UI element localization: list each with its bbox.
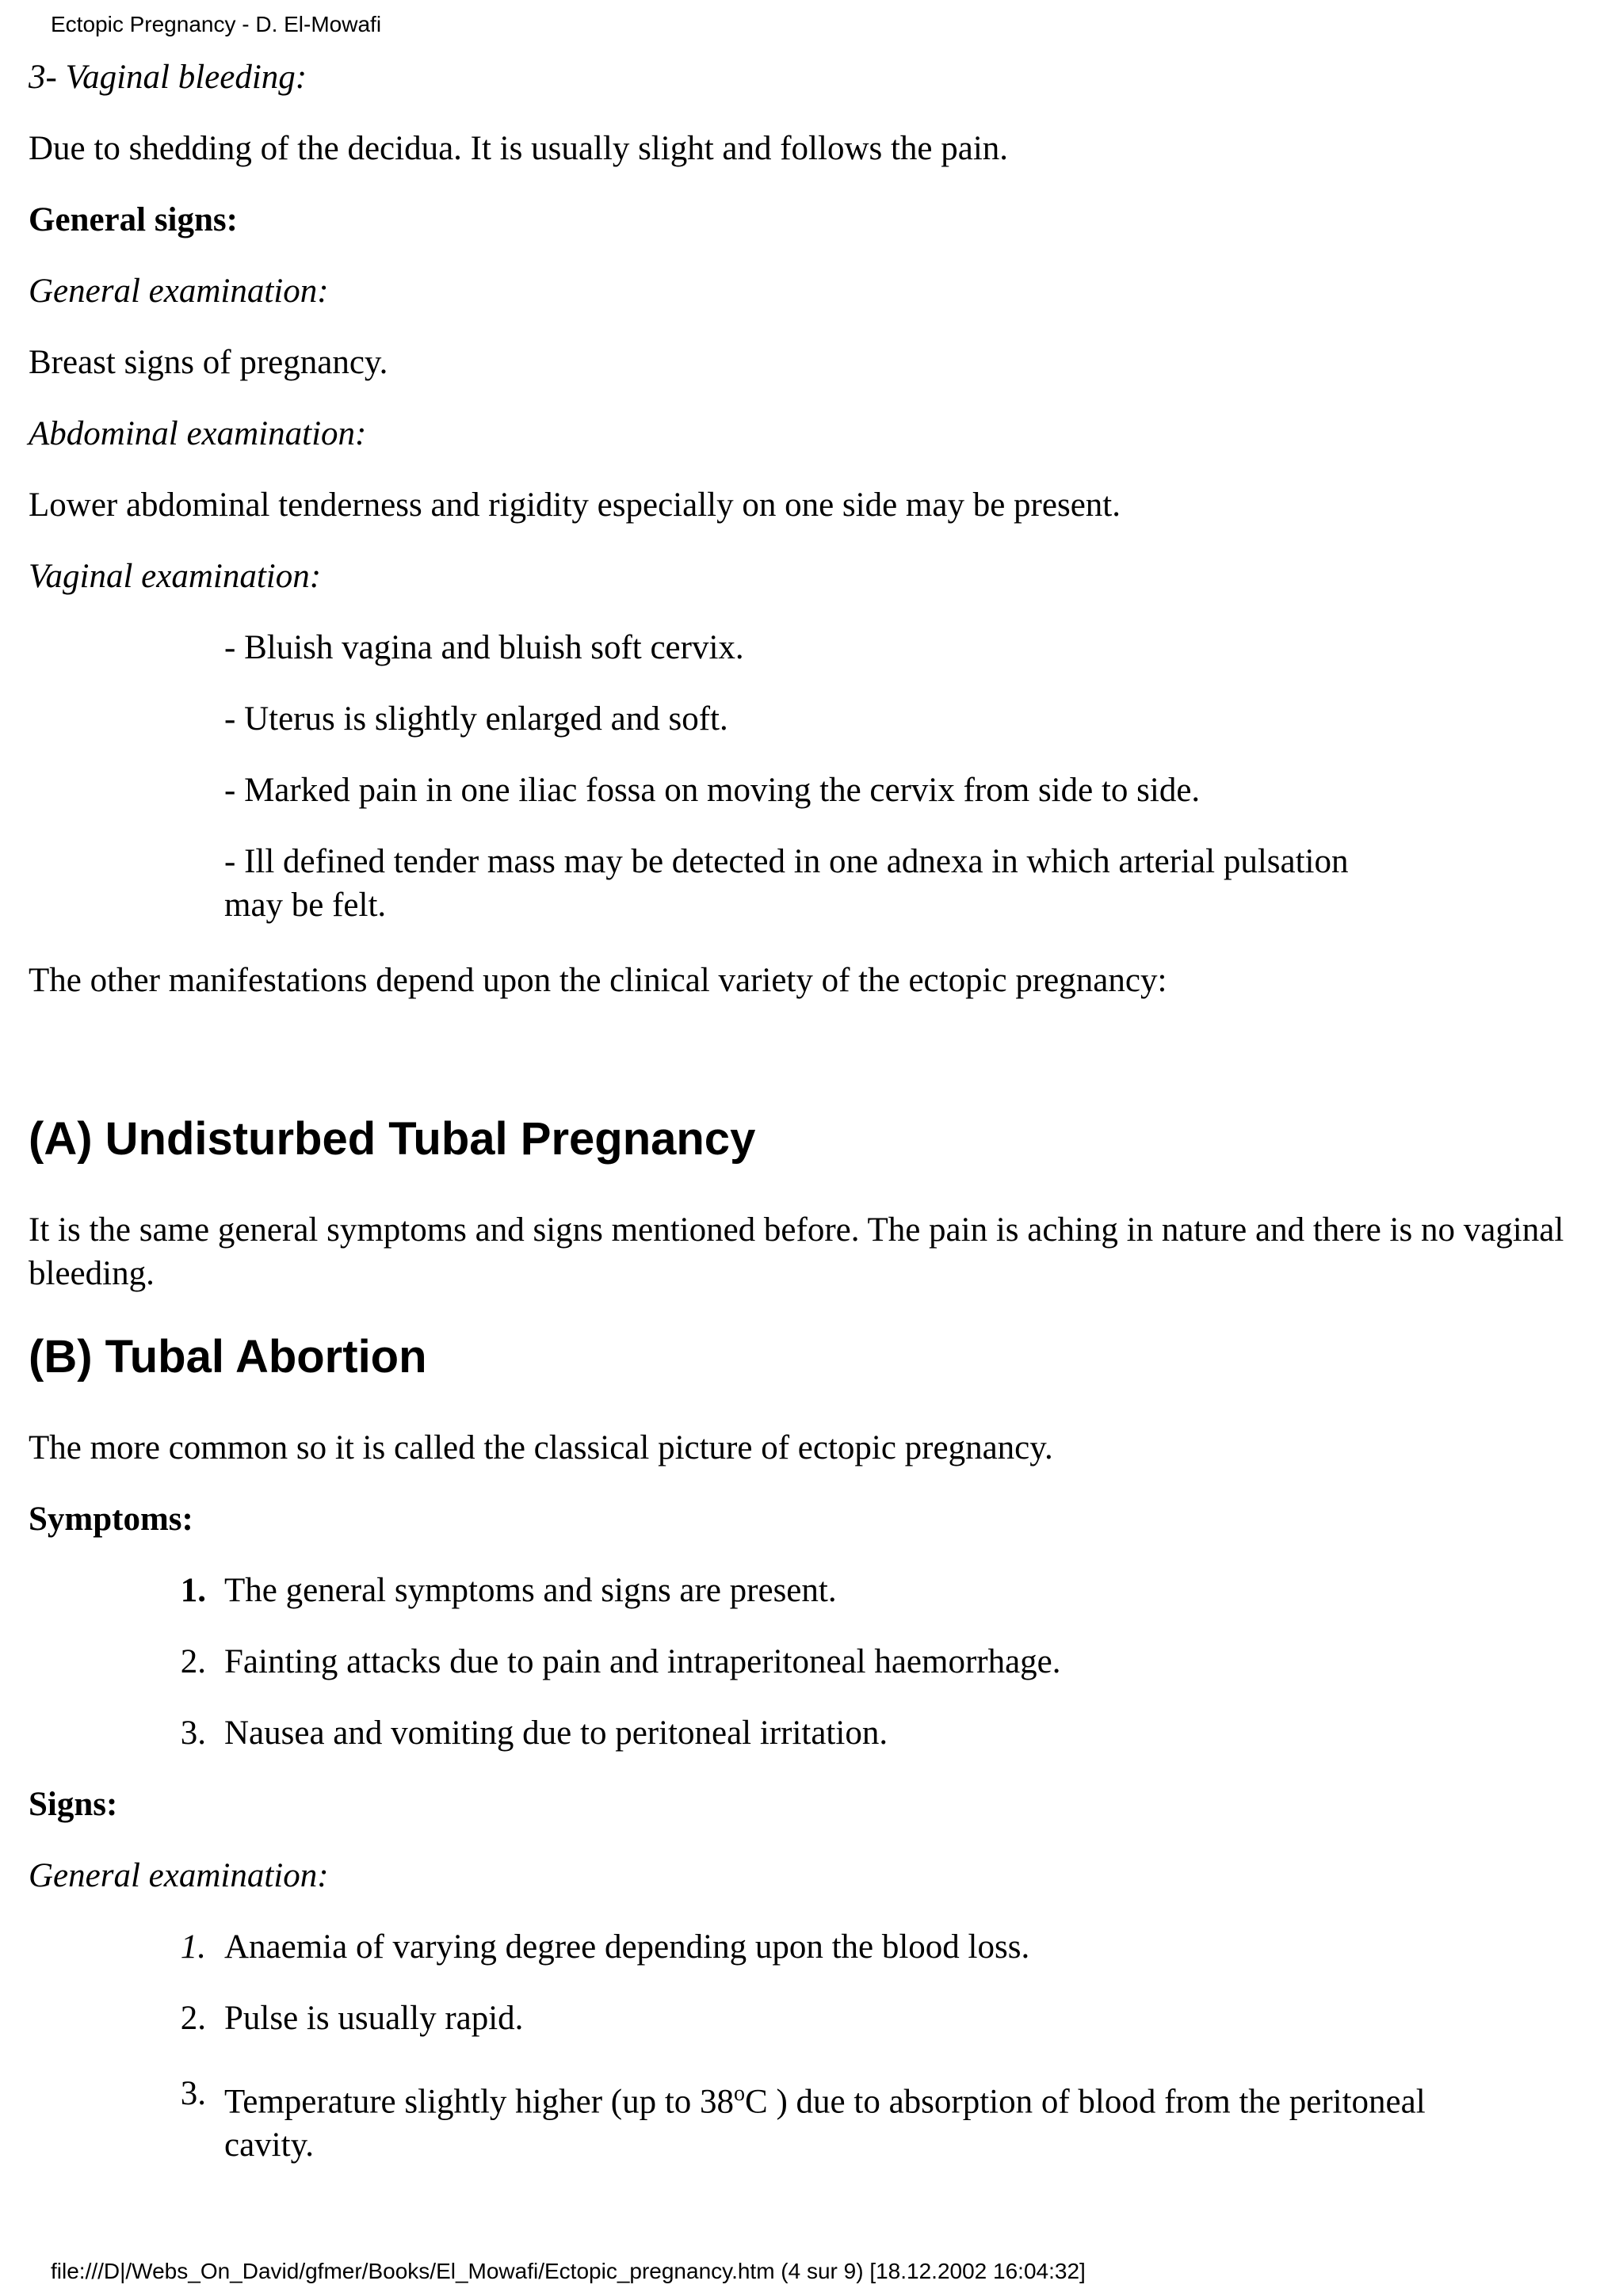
vaginal-exam-item: - Ill defined tender mass may be detected in one adnexa in which arterial pulsation may be felt.: [224, 843, 1349, 924]
section-b-title: (B) Tubal Abortion: [29, 1331, 427, 1383]
signs-heading: Signs:: [29, 1786, 118, 1823]
vaginal-exam-item: - Marked pain in one iliac fossa on moving the cervix from side to side.: [224, 772, 1201, 809]
section-a-text: It is the same general symptoms and signs mentioned before. The pain is aching in nature and there is no vaginal bleeding.: [29, 1211, 1564, 1292]
sign-text: Anaemia of varying degree depending upon the blood loss.: [224, 1928, 1030, 1966]
general-exam-heading: General examination:: [29, 273, 329, 310]
other-manifestations-text: The other manifestations depend upon the clinical variety of the ectopic pregnancy:: [29, 962, 1167, 999]
vaginal-exam-item: - Bluish vagina and bluish soft cervix.: [224, 629, 744, 666]
general-signs-heading: General signs:: [29, 201, 238, 238]
vaginal-bleeding-text: Due to shedding of the decidua. It is usually slight and follows the pain.: [29, 130, 1009, 167]
sign-number: 2.: [180, 2000, 206, 2037]
sign-text: Pulse is usually rapid.: [224, 2000, 524, 2037]
abdominal-exam-heading: Abdominal examination:: [29, 415, 367, 452]
symptom-text: The general symptoms and signs are present.: [224, 1572, 837, 1609]
sign-number: 1.: [180, 1928, 206, 1966]
sign-text: [224, 2072, 1492, 2167]
sign-number: 3.: [180, 2075, 206, 2112]
signs-general-exam-heading: General examination:: [29, 1857, 329, 1894]
general-exam-text: Breast signs of pregnancy.: [29, 344, 388, 381]
sign-text-part: Temperature slightly higher (up to 38: [224, 2083, 735, 2121]
vaginal-exam-heading: Vaginal examination:: [29, 558, 322, 595]
abdominal-exam-text: Lower abdominal tenderness and rigidity especially on one side may be present.: [29, 486, 1121, 524]
vaginal-exam-item: - Uterus is slightly enlarged and soft.: [224, 700, 728, 738]
vaginal-bleeding-heading: 3- Vaginal bleeding:: [29, 59, 307, 96]
page-header-title: Ectopic Pregnancy - D. El-Mowafi: [51, 12, 382, 36]
section-b-text: The more common so it is called the classical picture of ectopic pregnancy.: [29, 1429, 1053, 1466]
symptom-text: Nausea and vomiting due to peritoneal irritation.: [224, 1714, 888, 1752]
symptom-number: 2.: [180, 1643, 206, 1680]
page-footer-path: file:///D|/Webs_On_David/gfmer/Books/El_Mowafi/Ectopic_pregnancy.htm (4 sur 9) [18.12.2002 16:04:32]: [51, 2259, 1086, 2283]
symptom-number: 1.: [180, 1572, 206, 1609]
symptom-number: 3.: [180, 1714, 206, 1752]
symptoms-heading: Symptoms:: [29, 1501, 193, 1538]
sign-text-part: C ) due to absorption of blood from the peritoneal cavity.: [224, 2083, 1426, 2164]
symptom-text: Fainting attacks due to pain and intraperitoneal haemorrhage.: [224, 1643, 1061, 1680]
degree-superscript: o: [734, 2081, 746, 2106]
section-a-title: (A) Undisturbed Tubal Pregnancy: [29, 1113, 756, 1165]
